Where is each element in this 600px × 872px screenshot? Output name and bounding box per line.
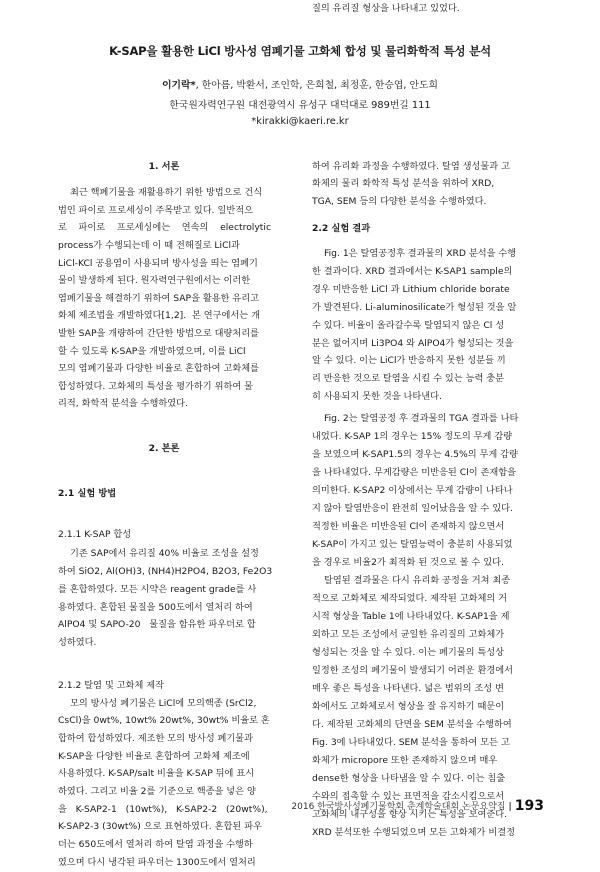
text-line: 합하여 합성하였다. 제조한 모의 방사성 폐기물과 xyxy=(58,733,254,744)
text-line: 모의 염폐기물과 다양한 비율로 혼합하여 고화체를 xyxy=(58,363,259,374)
subsection-heading: 2.2 실험 결과 xyxy=(312,223,371,234)
text-line: 가 발견된다. Li-aluminosilicate가 형성된 것을 알 xyxy=(312,302,517,313)
text-line: 리적, 화학적 분석을 수행하였다. xyxy=(58,398,188,409)
text-line: 형성되는 것을 알 수 있다. 이는 폐기물의 특성상 xyxy=(312,647,504,658)
text-line: 적으로 고화체로 제작되었다. 제작된 고화체의 거 xyxy=(312,593,508,604)
text-line: process가 수행되는데 이 때 전해질로 LiCl과 xyxy=(58,240,240,251)
page-number: 193 xyxy=(514,798,544,814)
text-line: 외하고 모든 조성에서 균일한 유리질의 고화체가 xyxy=(312,629,505,640)
text-line: 하여 SiO2, Al(OH)3, (NH4)H2PO4, B2O3, Fe2O3 xyxy=(58,566,273,577)
text-line: 물이 발생하게 된다. 원자력연구원에서는 이러한 xyxy=(58,275,251,286)
text-line: LiCl-KCl 공용염이 사용되며 방사성을 띄는 염폐기 xyxy=(58,258,258,269)
text-line: dense한 형상을 나타냄을 알 수 있다. 이는 침출 xyxy=(312,773,506,784)
text-line: 더는 650도에서 열처리 하여 탈염 과정을 수행하 xyxy=(58,839,253,850)
author-line xyxy=(0,77,600,91)
text-line: 수와의 접촉할 수 있는 표면적을 감소시킴으로서 xyxy=(312,791,505,802)
text-line: Fig. 2는 탈염공정 후 결과물의 TGA 결과를 나타 xyxy=(324,413,519,424)
text-line: 법인 파이로 프로세싱이 주목받고 있다. 일반적으 xyxy=(58,205,254,216)
text-line: 를 혼합하였다. 모든 시약은 reagent grade를 사 xyxy=(58,584,257,595)
text-line: 화체의 물리 화학적 특성 분석을 위하여 XRD, xyxy=(312,178,495,189)
text-line: 의미한다. K-SAP2 이상에서는 무게 감량이 나타나 xyxy=(312,485,513,496)
text-line: 할 수 있도록 K-SAP을 개발하였으며, 이를 LiCl xyxy=(58,346,246,357)
text-line: 2.1.2 탈염 및 고화체 제작 xyxy=(58,680,165,691)
email: *kirakki@kaeri.re.kr xyxy=(251,116,349,127)
text-line: K-SAP을 다양한 비율로 혼합하여 고화체 제조에 xyxy=(58,751,250,762)
text-line: 매우 좋은 특성을 나타낸다. 넓은 범위의 조성 변 xyxy=(312,683,504,694)
text-line: 고화체의 내구성을 향상 시키는 특성을 보여준다. xyxy=(312,809,508,820)
page-footer xyxy=(291,798,544,814)
text-line: 시적 형상을 Table 1에 나타내었다. K-SAP1을 제 xyxy=(312,611,510,622)
section-heading: 1. 서론 xyxy=(148,161,180,172)
text-line: 사용하였다. K-SAP/salt 비율을 K-SAP 뒤에 표시 xyxy=(58,768,255,779)
text-line: CsCl)을 0wt%, 10wt% 20wt%, 30wt% 비율로 혼 xyxy=(58,715,270,726)
affiliation: 한국원자력연구원 대전광역시 유성구 대덕대로 989번길 111 xyxy=(169,100,431,111)
text-line: 내었다. K-SAP 1의 경우는 15% 정도의 무게 감량 xyxy=(312,431,513,442)
main-author: 이기락* xyxy=(162,80,196,91)
text-line: 히 사용되지 못한 것을 나타낸다. xyxy=(312,391,442,402)
text-line: 리 반응한 것으로 탈염을 시킬 수 있는 능력 충분 xyxy=(312,373,504,384)
text-line: 염폐기물을 해결하기 위하여 SAP을 활용한 유리고 xyxy=(58,293,260,304)
text-line: 을 나타내었다. 무게감량은 미반응된 Cl이 존재함을 xyxy=(312,467,516,478)
text-line: 탈염된 결과물은 다시 유리화 공정을 거쳐 최종 xyxy=(324,575,511,586)
text-line: XRD 분석또한 수행되었으며 모든 고화체가 비결정 xyxy=(312,827,515,838)
text-line: 였으며 다시 냉각된 파우더는 1300도에서 열처리 xyxy=(58,857,256,868)
text-line: 알 수 있다. 이는 LiCl가 반응하지 못한 성분들 끼 xyxy=(312,355,506,366)
text-line: 화체 제조법을 개발하였다[1,2]. 본 연구에서는 개 xyxy=(58,310,260,321)
text-line: 기존 SAP에서 유리질 40% 비율로 조성을 설정 xyxy=(70,548,259,559)
text-line: 다. 제작된 고화체의 단면을 SEM 분석을 수행하여 xyxy=(312,719,512,730)
text-line: 용하였다. 혼합된 물질을 500도에서 열처리 하여 xyxy=(58,602,253,613)
text-line: 2.1.1 K-SAP 합성 xyxy=(58,529,132,540)
text-line: 을 K-SAP2-1 (10wt%), K-SAP2-2 (20wt%), xyxy=(58,804,268,815)
text-line: 분은 없어지며 Li3PO4 와 AlPO4가 형성되는 것을 xyxy=(312,338,514,349)
text-line: 화에서도 고화체로서 형상을 잘 유지하기 때문이 xyxy=(312,701,505,712)
text-line: Fig. 1은 탈염공정후 결과물의 XRD 분석을 수행 xyxy=(324,248,517,259)
text-line: K-SAP2-3 (30wt%) 으로 표현하였다. 혼합된 파우 xyxy=(58,821,262,832)
text-line: 수 있다. 비율이 올라갈수록 탈염되지 않은 Cl 성 xyxy=(312,320,505,331)
text-line: TGA, SEM 등의 다양한 분석을 수행하였다. xyxy=(312,196,487,207)
conference-name: 2016 한국방사성폐기물학회 춘계학술대회 논문요약집 xyxy=(291,802,506,812)
text-line: 한 결과이다. XRD 결과에서는 K-SAP1 sample의 xyxy=(312,266,513,277)
text-line: 적정한 비율은 미반응된 Cl이 존재하지 않으면서 xyxy=(312,521,505,532)
text-line: 질의 유리질 형상을 나타내고 있었다. xyxy=(312,3,460,14)
text-line: 하였다. 그리고 비율 2를 기준으로 핵종을 넣은 양 xyxy=(58,786,256,797)
text-line: 지 않아 탈염반응이 완전히 일어났음을 알 수 있다. xyxy=(312,503,513,514)
text-line: 을 보였으며 K-SAP1.5의 경우는 4.5%의 무게 감량 xyxy=(312,449,518,460)
text-line: 로 파이로 프로세싱에는 연속의 electrolytic xyxy=(58,222,272,233)
text-line: 최근 핵폐기물을 재활용하기 위한 방법으로 건식 xyxy=(70,187,263,198)
paper-title: K-SAP을 활용한 LiCl 방사성 염폐기물 고화체 합성 및 물리화학적 특성 분석 xyxy=(109,44,491,58)
text-line: 하여 유리화 과정을 수행하였다. 탈염 생성물과 고 xyxy=(312,161,510,172)
text-line: 화체가 micropore 또한 존재하지 않으며 매우 xyxy=(312,755,498,766)
text-line: 발한 SAP을 개량하여 간단한 방법으로 대량처리를 xyxy=(58,328,260,339)
subsection-heading: 2.1 실험 방법 xyxy=(58,488,117,499)
text-line: 을 경우로 비율2가 최적화 된 것으로 볼 수 있다. xyxy=(312,557,504,568)
text-line: 일정한 조성의 폐기물이 발생되기 어려운 환경에서 xyxy=(312,665,513,676)
text-line: 경우 미반응한 LiCl 과 Lithium chloride borate xyxy=(312,284,510,295)
section-heading: 2. 본론 xyxy=(148,443,180,454)
text-line: AlPO4 및 SAPO-20 물질을 함유한 파우더로 합 xyxy=(58,619,256,630)
text-line: 모의 방사성 폐기물은 LiCl에 모의핵종 (SrCl2, xyxy=(70,698,257,709)
text-line: 합성하였다. 고화체의 특성을 평가하기 위하여 물 xyxy=(58,381,254,392)
text-line: 성하였다. xyxy=(58,637,97,648)
text-line: K-SAP이 가지고 있는 탈염능력이 충분히 사용되었 xyxy=(312,539,513,550)
footer-separator: | xyxy=(508,802,512,812)
coauthors: , 한아름, 박환서, 조인학, 은희철, 최정훈, 한승엽, 안도희 xyxy=(195,80,438,91)
text-line: Fig. 3에 나타내었다. SEM 분석을 통하여 모든 고 xyxy=(312,737,510,748)
